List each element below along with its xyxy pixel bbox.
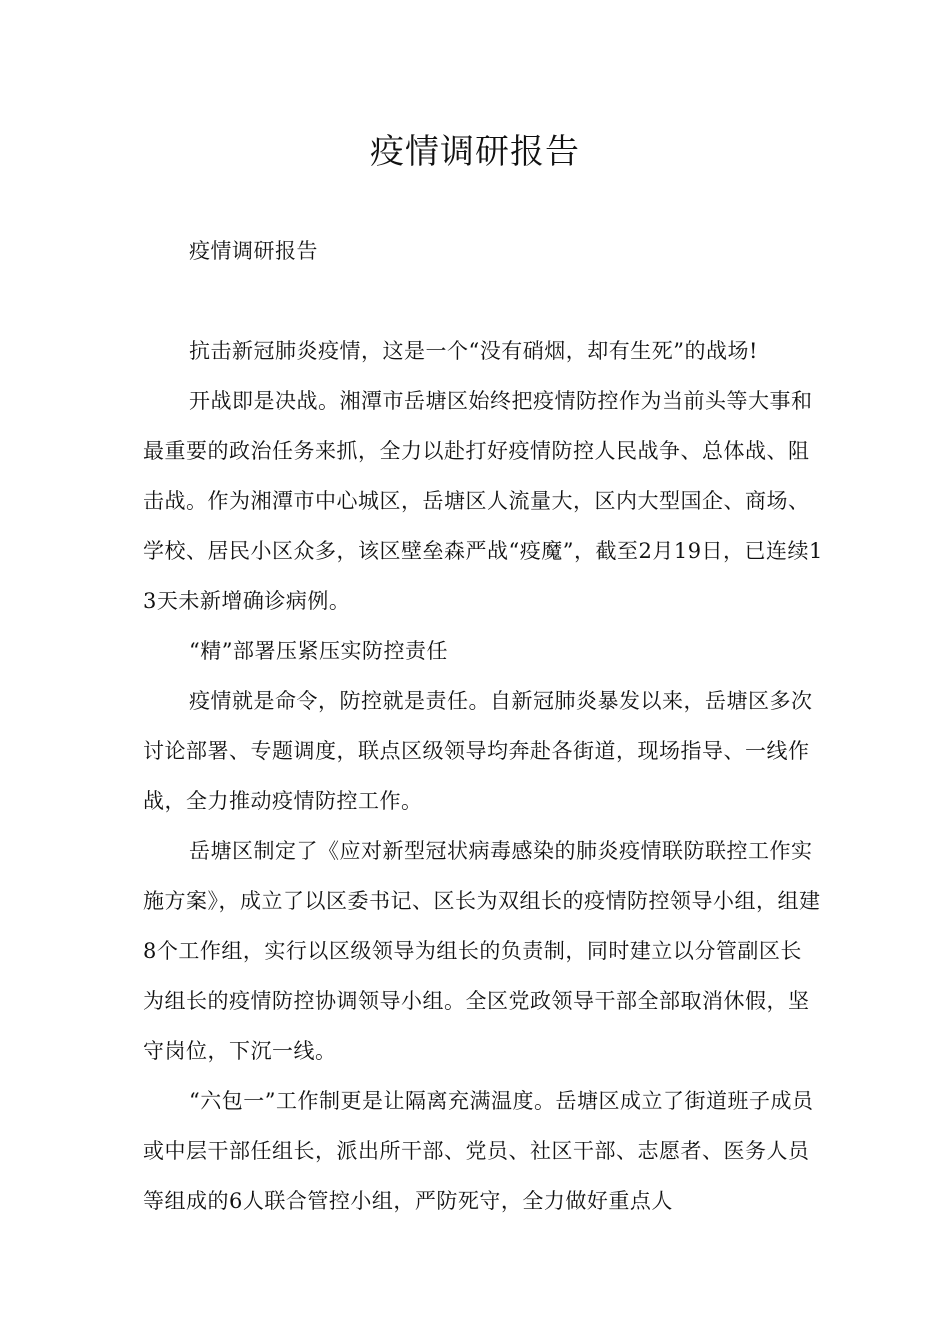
section-heading: “精”部署压紧压实防控责任	[189, 639, 448, 663]
paragraph-3: 疫情就是命令，防控就是责任。自新冠肺炎暴发以来，岳塘区多次讨论部署、专题调度，联点区级领导均奔赴各街道，现场指导、一线作战，全力推动疫情防控工作。	[143, 689, 813, 813]
paragraph-4: 岳塘区制定了《应对新型冠状病毒感染的肺炎疫情联防联控工作实施方案》，成立了以区委书记、区长为双组长的疫情防控领导小组，组建8个工作组，实行以区级领导为组长的负责制，同时建立以分管副区长为组长的疫情防控协调领导小组。全区党政领导干部全部取消休假，坚守岗位，下沉一线。	[143, 839, 821, 1063]
document-body	[143, 326, 823, 1226]
paragraph-2: 开战即是决战。湘潭市岳塘区始终把疫情防控作为当前头等大事和最重要的政治任务来抓，全力以赴打好疫情防控人民战争、总体战、阻击战。作为湘潭市中心城区，岳塘区人流量大，区内大型国企、商场、学校、居民小区众多，该区壁垒森严战“疫魔”，截至2月19日，已连续13天未新增确诊病例。	[143, 389, 823, 613]
paragraph-1: 抗击新冠肺炎疫情，这是一个“没有硝烟，却有生死”的战场!	[189, 339, 758, 363]
document-title: 疫情调研报告	[370, 132, 580, 172]
document-subtitle-block	[143, 226, 823, 276]
paragraph-5: “六包一”工作制更是让隔离充满温度。岳塘区成立了街道班子成员或中层干部任组长，派出所干部、党员、社区干部、志愿者、医务人员等组成的6人联合管控小组，严防死守，全力做好重点人	[143, 1089, 814, 1213]
document-subtitle: 疫情调研报告	[189, 239, 318, 263]
